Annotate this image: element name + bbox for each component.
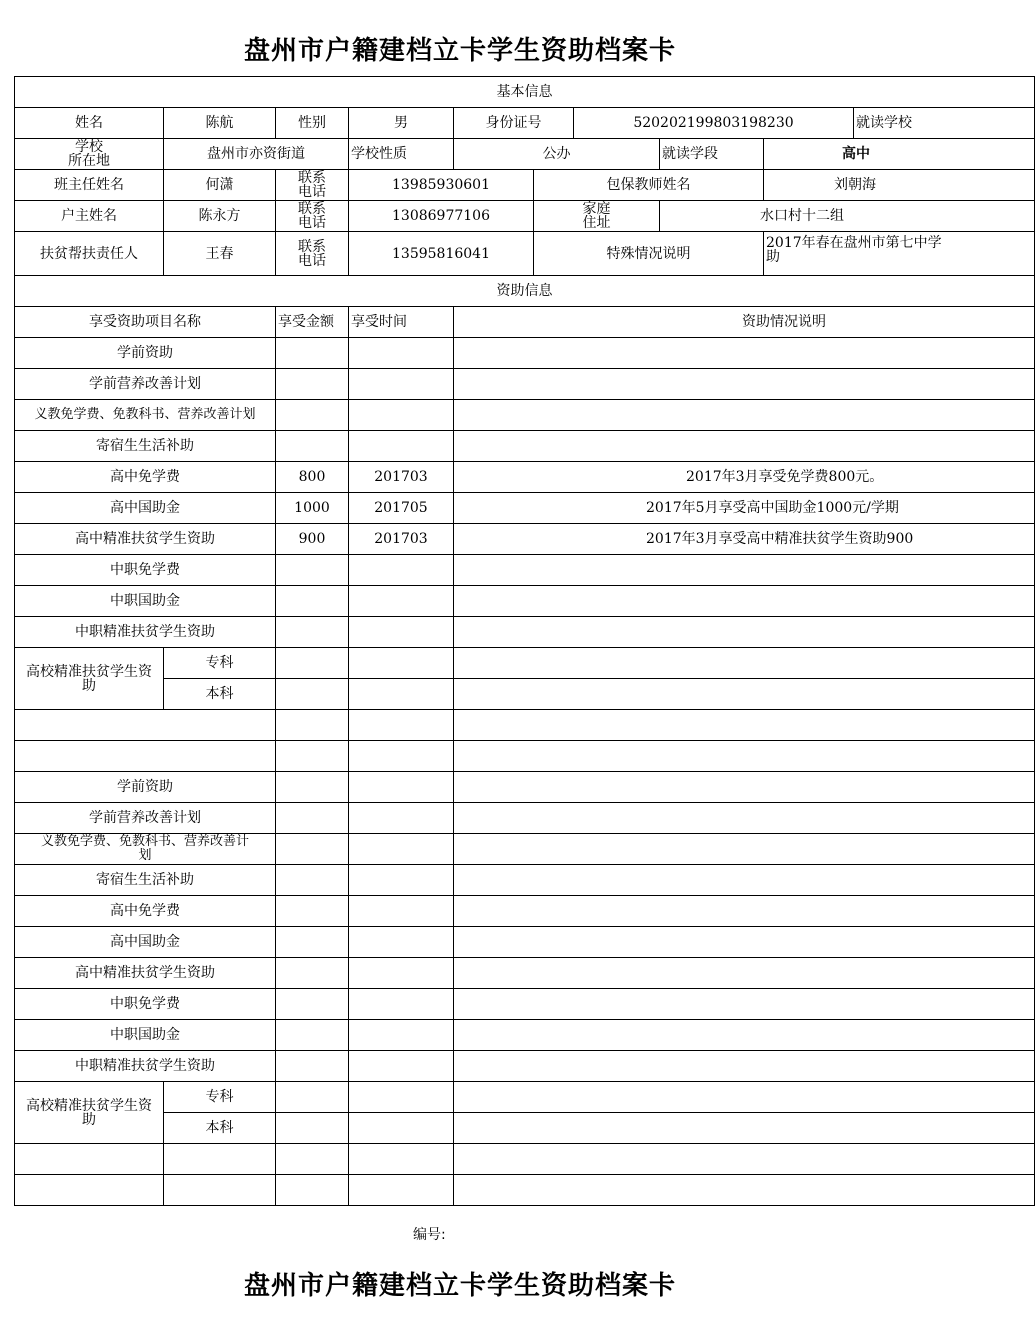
funding-time: [349, 865, 454, 896]
guarantor-label: 包保教师姓名: [534, 170, 764, 201]
blank-cell: [349, 741, 454, 772]
teacher-phone-value: 13985930601: [349, 170, 534, 201]
sub-benke: 本科: [164, 679, 276, 710]
blank-cell: [276, 1113, 349, 1144]
name-value: 陈航: [164, 108, 276, 139]
funding-row: [15, 989, 1035, 1020]
funding-amount: [276, 617, 349, 648]
householder-phone-value: 13086977106: [349, 201, 534, 232]
funding-time: [349, 958, 454, 989]
blank-row: [15, 741, 276, 772]
gender-value: 男: [349, 108, 454, 139]
funding-amount: [276, 834, 349, 865]
funding-time: [349, 989, 454, 1020]
funding-amount: [276, 958, 349, 989]
school-type-label: 学校性质: [349, 139, 454, 170]
blank-row: [15, 710, 276, 741]
funding-time: 201703: [349, 462, 454, 493]
funding-amount: [276, 369, 349, 400]
blank-cell: [454, 1144, 1035, 1175]
zhuanke-desc: [454, 648, 1035, 679]
funding-description: [454, 865, 1035, 896]
funding-time: [349, 1020, 454, 1051]
zhuanke-amount: [276, 648, 349, 679]
funding-description: [454, 555, 1035, 586]
funding-amount: 900: [276, 524, 349, 555]
blank-cell: [454, 710, 1035, 741]
blank-cell: [349, 1144, 454, 1175]
col-amount-header: 享受金额: [276, 307, 349, 338]
funding-description: [454, 586, 1035, 617]
school-location-value: 盘州市亦资街道: [164, 139, 349, 170]
blank-cell: [276, 1082, 349, 1113]
special-value: 2017年春在盘州市第七中学 助: [764, 232, 1035, 276]
funding-item-name: 高中免学费: [15, 896, 276, 927]
funding-item-name: 义教免学费、免教科书、营养改善计划: [15, 400, 276, 431]
id-value: 520202199803198230: [574, 108, 854, 139]
funding-amount: 1000: [276, 493, 349, 524]
funding-amount: [276, 865, 349, 896]
funding-time: [349, 896, 454, 927]
card-title-next: 盘州市户籍建档立卡学生资助档案卡: [243, 1271, 676, 1301]
funding-row: [15, 431, 1035, 462]
funding-amount: [276, 555, 349, 586]
aid-person-label: 扶贫帮扶责任人: [15, 232, 164, 276]
funding-description: [454, 369, 1035, 400]
funding-amount: [276, 927, 349, 958]
funding-description: [454, 927, 1035, 958]
funding-row: [15, 958, 1035, 989]
stage-label: 就读学段: [660, 139, 764, 170]
funding-time: [349, 338, 454, 369]
funding-item-name: 高中国助金: [15, 927, 276, 958]
funding-description: [454, 834, 1035, 865]
funding-time: [349, 1051, 454, 1082]
blank-cell: [454, 1175, 1035, 1206]
funding-item-name: 高中精准扶贫学生资助: [15, 958, 276, 989]
funding-description: 2017年5月享受高中国助金1000元/学期: [454, 493, 1035, 524]
funding-item-name: 中职国助金: [15, 586, 276, 617]
col-item-header: 享受资助项目名称: [15, 307, 276, 338]
funding-item-name: 学前营养改善计划: [15, 803, 276, 834]
blank-cell: [349, 1113, 454, 1144]
id-label: 身份证号: [454, 108, 574, 139]
funding-row: [15, 586, 1035, 617]
funding-row: [15, 493, 1035, 524]
funding-item-name: 高中免学费: [15, 462, 276, 493]
funding-item-name: 中职免学费: [15, 555, 276, 586]
teacher-phone-label: 联系 电话: [276, 170, 349, 201]
blank-cell: [349, 1175, 454, 1206]
blank-cell: [349, 710, 454, 741]
sub-benke-2: 本科: [164, 1113, 276, 1144]
archive-card-table: [14, 76, 942, 1206]
funding-description: [454, 803, 1035, 834]
funding-description: [454, 989, 1035, 1020]
blank-cell: [276, 710, 349, 741]
funding-row: [15, 338, 1035, 369]
funding-item-name: 学前营养改善计划: [15, 369, 276, 400]
funding-amount: [276, 1020, 349, 1051]
funding-row: [15, 524, 1035, 555]
funding-item-name: 中职精准扶贫学生资助: [15, 1051, 276, 1082]
blank-cell: [349, 1082, 454, 1113]
funding-description: [454, 772, 1035, 803]
funding-amount: 800: [276, 462, 349, 493]
funding-row: [15, 1051, 1035, 1082]
funding-time: [349, 400, 454, 431]
gender-label: 性别: [276, 108, 349, 139]
college-aid-label-2: 高校精准扶贫学生资 助: [15, 1082, 164, 1144]
blank-cell: [454, 1082, 1035, 1113]
funding-description: 2017年3月享受免学费800元。: [454, 462, 1035, 493]
funding-row: [15, 865, 1035, 896]
funding-info-header: 资助信息: [15, 276, 1035, 307]
funding-description: [454, 896, 1035, 927]
address-value: 水口村十二组: [660, 201, 1035, 232]
funding-time: [349, 617, 454, 648]
funding-time: [349, 369, 454, 400]
funding-amount: [276, 400, 349, 431]
blank-cell: [276, 1144, 349, 1175]
funding-description: 2017年3月享受高中精准扶贫学生资助900: [454, 524, 1035, 555]
funding-time: [349, 586, 454, 617]
funding-description: [454, 1020, 1035, 1051]
funding-amount: [276, 586, 349, 617]
blank-cell: [15, 1175, 164, 1206]
guarantor-value: 刘朝海: [764, 170, 1035, 201]
funding-item-name: 中职免学费: [15, 989, 276, 1020]
funding-description: [454, 617, 1035, 648]
funding-description: [454, 400, 1035, 431]
stage-value: 高中: [764, 139, 1035, 170]
funding-time: 201703: [349, 524, 454, 555]
blank-cell: [15, 1144, 164, 1175]
funding-item-name: 学前资助: [15, 772, 276, 803]
sub-zhuanke-2: 专科: [164, 1082, 276, 1113]
card-title: 盘州市户籍建档立卡学生资助档案卡: [243, 36, 676, 66]
college-aid-label: 高校精准扶贫学生资 助: [15, 648, 164, 710]
funding-description: [454, 431, 1035, 462]
funding-time: 201705: [349, 493, 454, 524]
sub-zhuanke: 专科: [164, 648, 276, 679]
funding-time: [349, 834, 454, 865]
serial-number-label: 编号:: [413, 1227, 446, 1243]
funding-row: [15, 400, 1035, 431]
funding-item-name: 高中精准扶贫学生资助: [15, 524, 276, 555]
funding-amount: [276, 803, 349, 834]
funding-description: [454, 958, 1035, 989]
funding-time: [349, 772, 454, 803]
funding-description: [454, 338, 1035, 369]
head-teacher-value: 何潇: [164, 170, 276, 201]
funding-amount: [276, 431, 349, 462]
school-label: 就读学校: [854, 108, 1035, 139]
funding-item-name: 义教免学费、免教科书、营养改善计 划: [15, 834, 276, 865]
zhuanke-time: [349, 648, 454, 679]
householder-phone-label: 联系 电话: [276, 201, 349, 232]
funding-time: [349, 431, 454, 462]
funding-amount: [276, 989, 349, 1020]
funding-item-name: 学前资助: [15, 338, 276, 369]
funding-row: [15, 462, 1035, 493]
benke-desc: [454, 679, 1035, 710]
funding-row: [15, 896, 1035, 927]
funding-time: [349, 927, 454, 958]
funding-item-name: 寄宿生生活补助: [15, 431, 276, 462]
funding-item-name: 中职国助金: [15, 1020, 276, 1051]
funding-amount: [276, 772, 349, 803]
benke-amount: [276, 679, 349, 710]
special-label: 特殊情况说明: [534, 232, 764, 276]
householder-value: 陈永方: [164, 201, 276, 232]
blank-cell: [276, 1175, 349, 1206]
name-label: 姓名: [15, 108, 164, 139]
funding-amount: [276, 338, 349, 369]
col-time-header: 享受时间: [349, 307, 454, 338]
funding-time: [349, 555, 454, 586]
funding-description: [454, 1051, 1035, 1082]
funding-amount: [276, 1051, 349, 1082]
funding-item-name: 高中国助金: [15, 493, 276, 524]
aid-person-value: 王春: [164, 232, 276, 276]
blank-cell: [164, 1175, 276, 1206]
funding-row: [15, 369, 1035, 400]
funding-row: [15, 555, 1035, 586]
householder-label: 户主姓名: [15, 201, 164, 232]
funding-time: [349, 803, 454, 834]
funding-row: [15, 803, 1035, 834]
aid-phone-value: 13595816041: [349, 232, 534, 276]
benke-time: [349, 679, 454, 710]
funding-item-name: 寄宿生生活补助: [15, 865, 276, 896]
blank-cell: [276, 741, 349, 772]
blank-cell: [164, 1144, 276, 1175]
funding-row: [15, 1020, 1035, 1051]
school-type-value: 公办: [454, 139, 660, 170]
funding-row: [15, 772, 1035, 803]
funding-row: [15, 927, 1035, 958]
funding-row: [15, 617, 1035, 648]
address-label: 家庭 住址: [534, 201, 660, 232]
funding-item-name: 中职精准扶贫学生资助: [15, 617, 276, 648]
head-teacher-label: 班主任姓名: [15, 170, 164, 201]
funding-row: [15, 834, 1035, 865]
blank-cell: [454, 741, 1035, 772]
aid-phone-label: 联系 电话: [276, 232, 349, 276]
funding-amount: [276, 896, 349, 927]
basic-info-header: 基本信息: [15, 77, 1035, 108]
blank-cell: [454, 1113, 1035, 1144]
school-location-label: 学校 所在地: [15, 139, 164, 170]
col-desc-header: 资助情况说明: [454, 307, 1035, 338]
